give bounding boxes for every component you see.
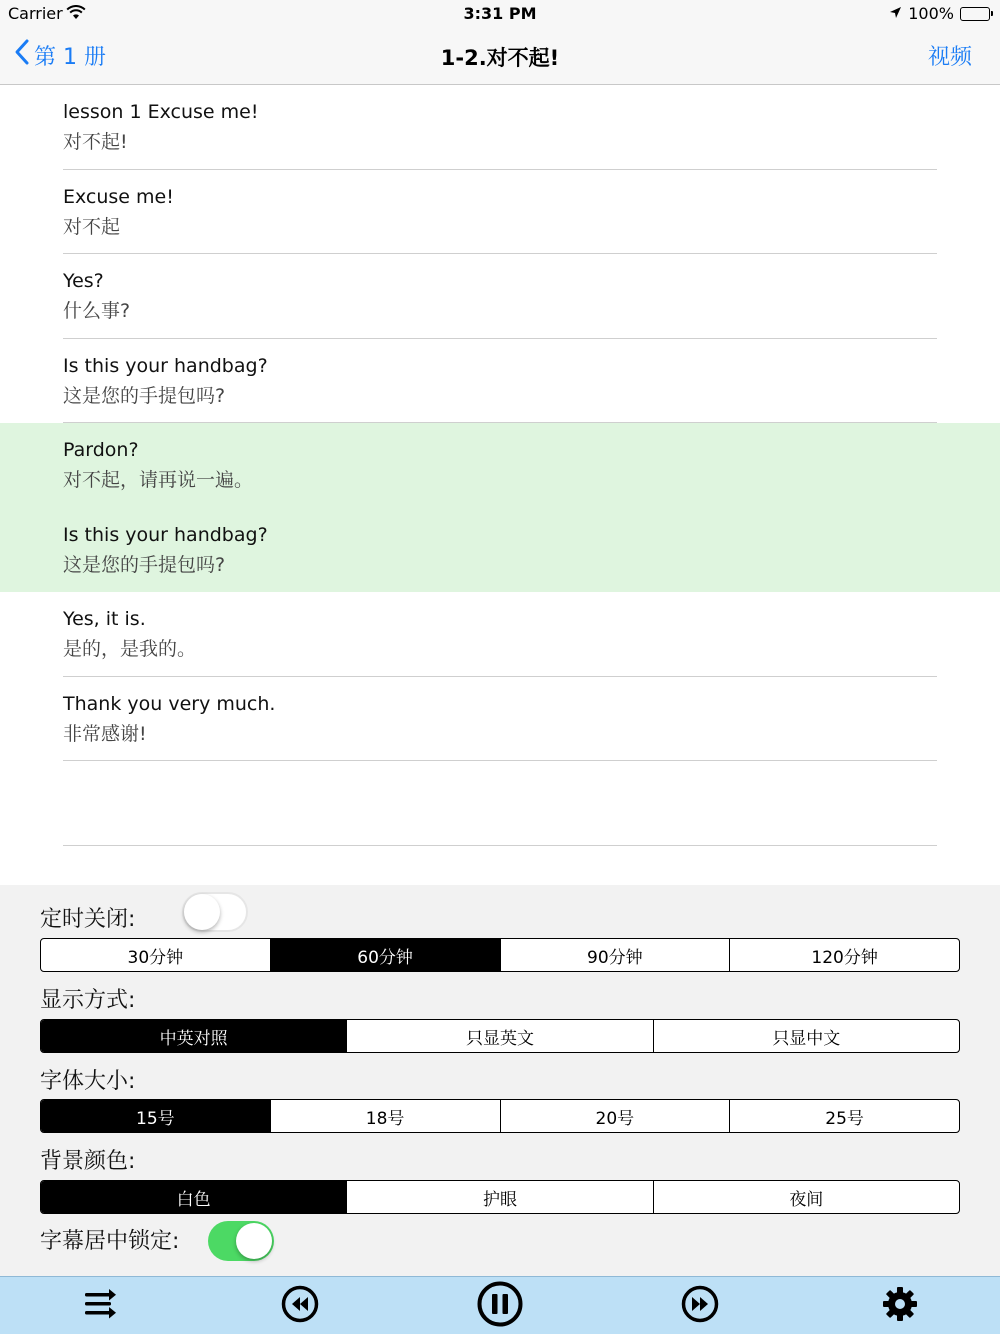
list-item[interactable] — [0, 677, 1000, 762]
sentence-chinese: 是的，是我的。 — [63, 638, 197, 660]
segment-chinese-only[interactable]: 只显中文 — [772, 1028, 841, 1049]
settings-panel — [0, 885, 1000, 1276]
list-item-highlighted[interactable] — [0, 423, 1000, 508]
sentence-english: Yes, it is. — [63, 608, 146, 630]
subtitle-lock-toggle[interactable] — [208, 1221, 274, 1261]
page-title: 1-2.对不起! — [440, 46, 560, 70]
sentence-chinese: 这是您的手提包吗? — [63, 553, 226, 576]
font-size-segmented-control — [40, 1099, 960, 1133]
carrier-label: Carrier — [8, 4, 63, 23]
sentence-chinese: 对不起，请再说一遍。 — [63, 469, 254, 491]
segment-font-15[interactable]: 15号 — [41, 1100, 271, 1132]
sentence-list — [0, 85, 1000, 846]
toggle-knob — [184, 894, 220, 930]
status-time: 3:31 PM — [463, 4, 537, 23]
sentence-chinese: 对不起! — [63, 131, 128, 153]
segment-english-only[interactable]: 只显英文 — [347, 1020, 653, 1052]
sentence-english: lesson 1 Excuse me! — [63, 101, 259, 123]
back-button-label: 第 1 册 — [34, 44, 106, 70]
segment-90min[interactable]: 90分钟 — [501, 939, 731, 971]
segment-120min[interactable]: 120分钟 — [811, 947, 878, 968]
sentence-chinese: 非常感谢! — [63, 722, 147, 745]
gear-icon — [882, 1286, 918, 1326]
battery-percent: 100% — [908, 4, 954, 23]
list-item-highlighted[interactable] — [0, 508, 1000, 593]
subtitle-lock-label: 字幕居中锁定: — [40, 1229, 180, 1254]
sentence-chinese: 什么事? — [63, 300, 131, 322]
display-mode-segmented-control — [40, 1019, 960, 1053]
timer-label: 定时关闭: — [40, 907, 136, 932]
previous-button[interactable] — [270, 1277, 330, 1334]
background-color-segmented-control — [40, 1180, 960, 1214]
settings-button[interactable] — [870, 1277, 930, 1334]
battery-icon — [960, 7, 990, 21]
segment-night[interactable]: 夜间 — [789, 1189, 824, 1210]
segment-font-20[interactable]: 20号 — [501, 1100, 731, 1132]
timer-segmented-control — [40, 938, 960, 972]
empty-list-row — [0, 761, 1000, 846]
pause-icon — [477, 1281, 523, 1331]
sentence-english: Yes? — [63, 270, 104, 292]
list-item[interactable] — [0, 85, 1000, 170]
segment-white[interactable]: 白色 — [41, 1181, 347, 1213]
sentence-english: Excuse me! — [63, 185, 174, 208]
segment-30min[interactable]: 30分钟 — [41, 939, 271, 971]
rewind-icon — [281, 1285, 319, 1327]
video-button[interactable]: 视频 — [927, 45, 972, 70]
segment-font-25[interactable]: 25号 — [825, 1108, 864, 1129]
segment-eye-care[interactable]: 护眼 — [347, 1181, 653, 1213]
fast-forward-icon — [681, 1285, 719, 1327]
toggle-knob — [236, 1223, 272, 1259]
playlist-button[interactable] — [70, 1277, 130, 1334]
sentence-chinese: 对不起 — [63, 215, 121, 238]
sentence-english: Pardon? — [63, 439, 139, 461]
font-size-label: 字体大小: — [40, 1069, 136, 1094]
status-right — [889, 4, 990, 23]
display-mode-label: 显示方式: — [40, 988, 136, 1013]
list-item[interactable] — [0, 254, 1000, 339]
sentence-english: Is this your handbag? — [63, 523, 268, 546]
status-bar — [0, 0, 1000, 28]
row-divider — [63, 845, 937, 846]
sentence-english: Thank you very much. — [63, 692, 276, 715]
next-button[interactable] — [670, 1277, 730, 1334]
timer-toggle[interactable] — [182, 892, 248, 932]
segment-font-18[interactable]: 18号 — [271, 1100, 501, 1132]
background-color-label: 背景颜色: — [40, 1149, 136, 1174]
list-item[interactable] — [0, 592, 1000, 677]
playlist-icon — [83, 1289, 117, 1323]
location-arrow-icon — [889, 4, 902, 23]
list-item[interactable] — [0, 339, 1000, 424]
segment-bilingual[interactable]: 中英对照 — [41, 1020, 347, 1052]
list-item[interactable] — [0, 170, 1000, 255]
sentence-english: Is this your handbag? — [63, 354, 268, 377]
player-toolbar — [0, 1276, 1000, 1334]
sentence-chinese: 这是您的手提包吗? — [63, 384, 226, 407]
segment-60min[interactable]: 60分钟 — [271, 939, 501, 971]
pause-button[interactable] — [470, 1277, 530, 1334]
navigation-bar — [0, 28, 1000, 85]
